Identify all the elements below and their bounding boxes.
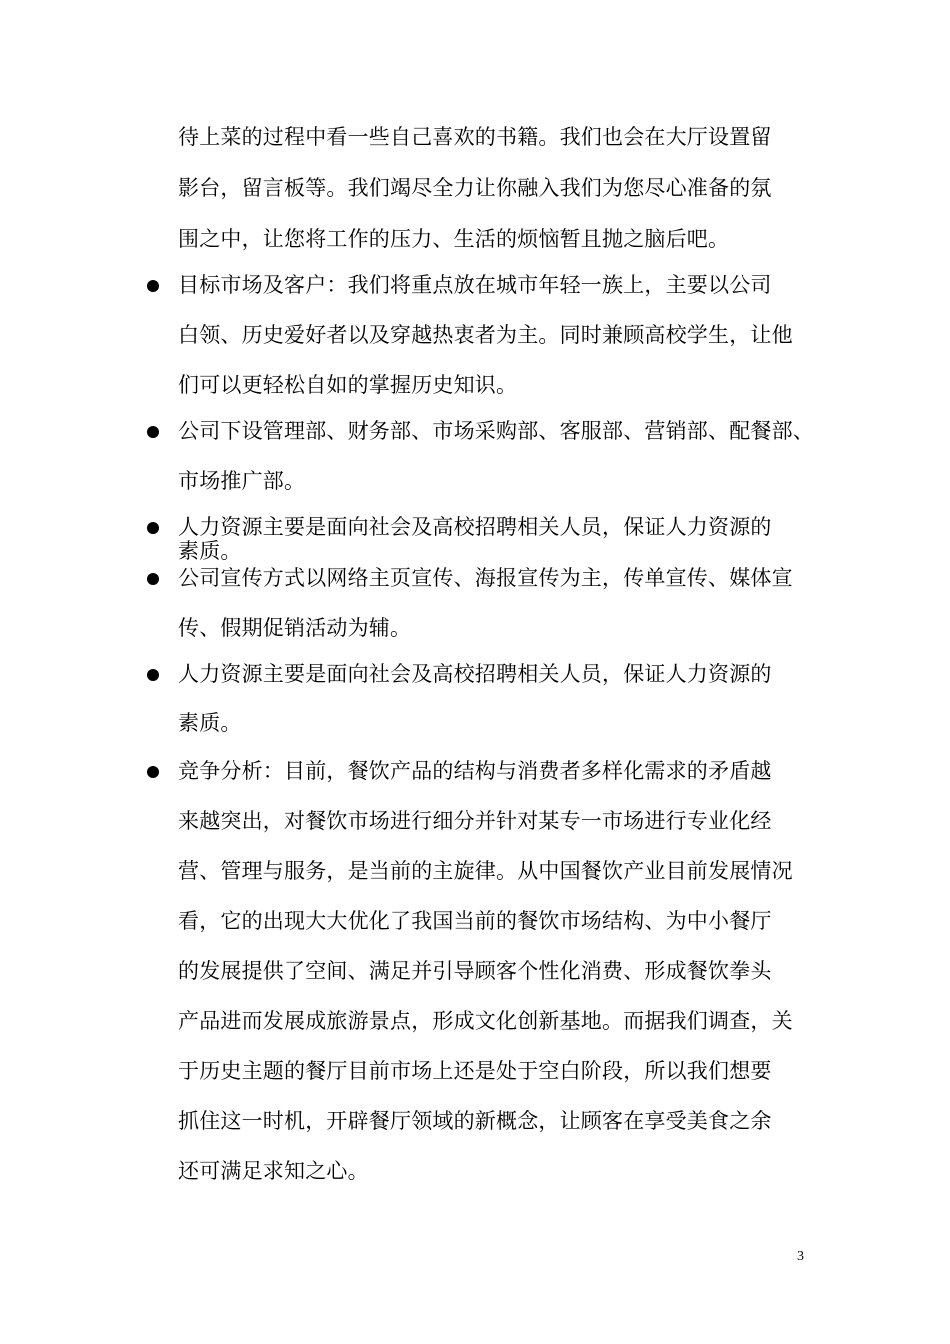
bullet-line: 看，它的出现大大优化了我国当前的餐饮市场结构、为中小餐厅 — [178, 909, 772, 933]
bullet-line: 白领、历史爱好者以及穿越热衷者为主。同时兼顾高校学生，让他 — [178, 323, 793, 347]
bullet-dot-icon — [147, 573, 159, 585]
bullet-line: 目标市场及客户：我们将重点放在城市年轻一族上，主要以公司 — [178, 273, 772, 297]
bullet-line: 的发展提供了空间、满足并引导顾客个性化消费、形成餐饮拳头 — [178, 959, 772, 983]
bullet-line: 竞争分析：目前，餐饮产品的结构与消费者多样化需求的矛盾越 — [178, 759, 772, 783]
bullet-line: 于历史主题的餐厅目前市场上还是处于空白阶段，所以我们想要 — [178, 1059, 772, 1083]
intro-line: 待上菜的过程中看一些自己喜欢的书籍。我们也会在大厅设置留 — [178, 125, 772, 149]
bullet-dot-icon — [147, 522, 159, 534]
bullet-line: 来越突出，对餐饮市场进行细分并针对某专一市场进行专业化经 — [178, 809, 772, 833]
bullet-line: 还可满足求知之心。 — [178, 1159, 369, 1183]
bullet-dot-icon — [147, 669, 159, 681]
bullet-line: 市场推广部。 — [178, 469, 306, 493]
intro-line: 围之中，让您将工作的压力、生活的烦恼暂且抛之脑后吧。 — [178, 227, 730, 251]
bullet-line: 们可以更轻松自如的掌握历史知识。 — [178, 373, 518, 397]
bullet-dot-icon — [147, 280, 159, 292]
bullet-line: 公司下设管理部、财务部、市场采购部、客服部、营销部、配餐部、 — [178, 419, 814, 443]
bullet-line: 传、假期促销活动为辅。 — [178, 616, 412, 640]
page-number: 3 — [797, 1249, 804, 1264]
bullet-line: 素质。 — [178, 711, 242, 735]
bullet-line: 人力资源主要是面向社会及高校招聘相关人员，保证人力资源的 — [178, 662, 772, 686]
bullet-dot-icon — [147, 426, 159, 438]
bullet-line: 产品进而发展成旅游景点，形成文化创新基地。而据我们调查，关 — [178, 1009, 793, 1033]
bullet-line: 抓住这一时机，开辟餐厅领域的新概念，让顾客在享受美食之余 — [178, 1109, 772, 1133]
bullet-line: 公司宣传方式以网络主页宣传、海报宣传为主，传单宣传、媒体宣 — [178, 566, 793, 590]
bullet-line: 素质。 — [178, 539, 242, 563]
intro-line: 影台，留言板等。我们竭尽全力让你融入我们为您尽心准备的氛 — [178, 176, 772, 200]
bullet-line: 人力资源主要是面向社会及高校招聘相关人员，保证人力资源的 — [178, 515, 772, 539]
bullet-dot-icon — [147, 766, 159, 778]
bullet-line: 营、管理与服务，是当前的主旋律。从中国餐饮产业目前发展情况 — [178, 859, 793, 883]
